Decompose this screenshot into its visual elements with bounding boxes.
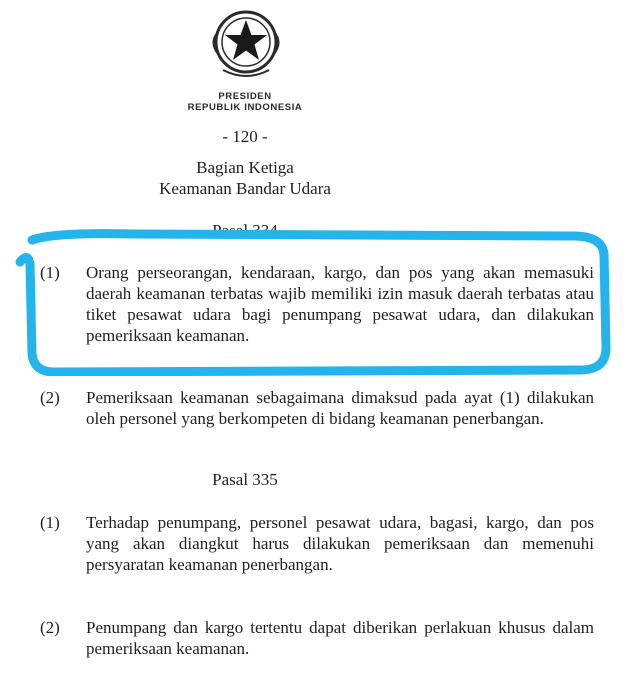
item-number: (1): [40, 513, 60, 532]
item-text: Terhadap penumpang, personel pesawat udara, bagasi, kargo, dan pos yang akan diangkut harus dilakukan pemeriksaan dan memenuhi persyaratan keamanan penerbangan.: [86, 513, 594, 574]
emblem-title: PRESIDEN: [218, 91, 272, 102]
item-text: Pemeriksaan keamanan sebagaimana dimaksud pada ayat (1) dilakukan oleh personel yang berkompeten di bidang keamanan penerbangan.: [86, 388, 594, 428]
article-title-334: Pasal 334: [212, 221, 278, 240]
item-number: (2): [40, 618, 60, 637]
part-title: Bagian Ketiga: [196, 158, 294, 177]
item-text: Orang perseorangan, kendaraan, kargo, dan pos yang akan memasuki daerah keamanan terbatas wajib memiliki izin masuk daerah terbatas atau tiket pesawat udara bagi penumpang pesawat udara, dan dilakukan pemeriksaan keamanan.: [86, 263, 594, 345]
garuda-emblem-icon: [201, 2, 291, 88]
article-title-335: Pasal 335: [212, 470, 278, 489]
item-number: (1): [40, 263, 60, 282]
part-subtitle: Keamanan Bandar Udara: [159, 179, 331, 198]
page-number: - 120 -: [222, 127, 268, 146]
item-number: (2): [40, 388, 60, 407]
emblem-subtitle: REPUBLIK INDONESIA: [187, 102, 303, 113]
item-text: Penumpang dan kargo tertentu dapat diberikan perlakuan khusus dalam pemeriksaan keamanan.: [86, 618, 594, 658]
